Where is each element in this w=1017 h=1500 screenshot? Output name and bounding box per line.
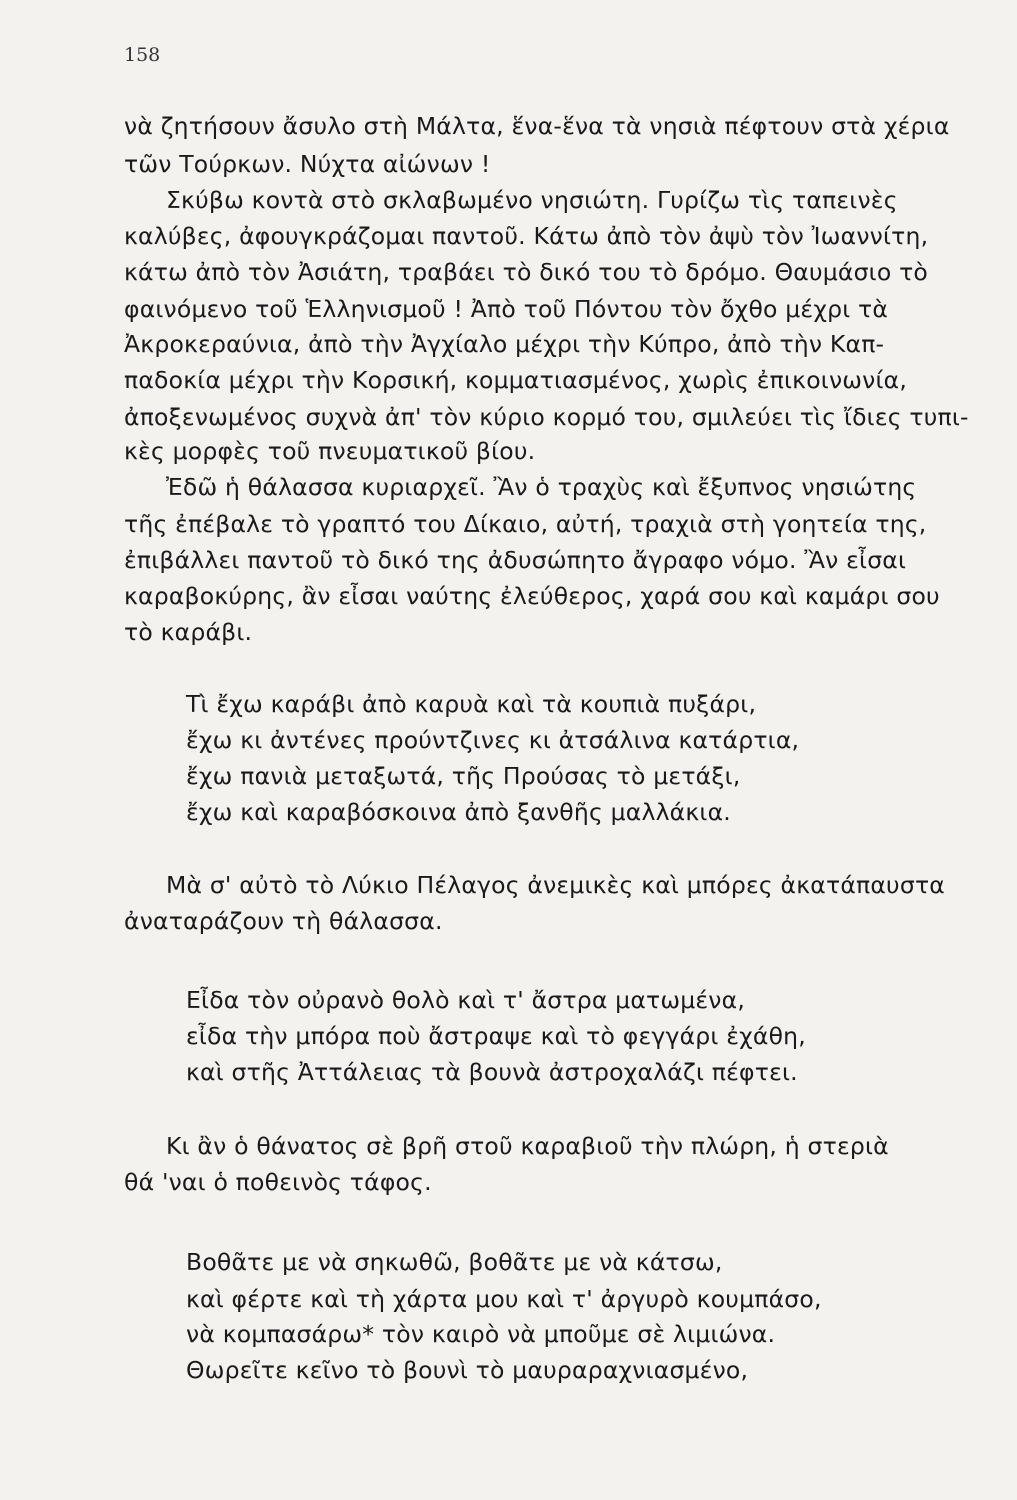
verse-line: Τὶ ἔχω καράβι ἀπὸ καρυὰ καὶ τὰ κουπιὰ πυξάρι, — [186, 690, 757, 718]
verse-line: εἶδα τὴν μπόρα ποὺ ἄστραψε καὶ τὸ φεγγάρι ἐχάθη, — [186, 1022, 806, 1050]
text-line: θά 'ναι ὁ ποθεινὸς τάφος. — [124, 1168, 432, 1196]
text-line: ἀποξενωμένος συχνὰ ἀπ' τὸν κύριο κορμό του, σμιλεύει τὶς ἴδιες τυπι- — [124, 403, 969, 431]
text-line: κὲς μορφὲς τοῦ πνευματικοῦ βίου. — [124, 437, 536, 465]
text-line: Σκύβω κοντὰ στὸ σκλαβωμένο νησιώτη. Γυρίζω τὶς ταπεινὲς — [166, 186, 898, 214]
text-line: καραβοκύρης, ἂν εἶσαι ναύτης ἐλεύθερος, χαρά σου καὶ καμάρι σου — [124, 582, 940, 610]
text-line: Ἀκροκεραύνια, ἀπὸ τὴν Ἀγχίαλο μέχρι τὴν Κύπρο, ἀπὸ τὴν Καπ- — [124, 330, 885, 358]
text-line: τῆς ἐπέβαλε τὸ γραπτό του Δίκαιο, αὐτή, τραχιὰ στὴ γοητεία της, — [124, 510, 927, 538]
verse-line: καὶ φέρτε καὶ τὴ χάρτα μου καὶ τ' ἀργυρὸ κουμπάσο, — [186, 1285, 822, 1313]
verse-line: Βοθᾶτε με νὰ σηκωθῶ, βοθᾶτε με νὰ κάτσω, — [186, 1248, 723, 1276]
text-line: νὰ ζητήσουν ἄσυλο στὴ Μάλτα, ἕνα-ἕνα τὰ νησιὰ πέφτουν στὰ χέρια — [124, 112, 950, 140]
text-line: ἀναταράζουν τὴ θάλασσα. — [124, 907, 443, 935]
text-line: παδοκία μέχρι τὴν Κορσική, κομματιασμένος, χωρὶς ἐπικοινωνία, — [124, 366, 908, 394]
verse-line: ἔχω καὶ καραβόσκοινα ἀπὸ ξανθῆς μαλλάκια. — [186, 798, 731, 826]
text-line: Κι ἂν ὁ θάνατος σὲ βρῆ στοῦ καραβιοῦ τὴν πλώρη, ἡ στεριὰ — [166, 1132, 889, 1160]
text-line: φαινόμενο τοῦ Ἑλληνισμοῦ ! Ἀπὸ τοῦ Πόντου τὸν ὄχθο μέχρι τὰ — [124, 295, 889, 323]
verse-line: Εἶδα τὸν οὐρανὸ θολὸ καὶ τ' ἄστρα ματωμένα, — [186, 986, 745, 1014]
text-line: τὸ καράβι. — [124, 618, 253, 646]
verse-line: ἔχω πανιὰ μεταξωτά, τῆς Προύσας τὸ μετάξι, — [186, 762, 741, 790]
text-line: κάτω ἀπὸ τὸν Ἀσιάτη, τραβάει τὸ δικό του τὸ δρόμο. Θαυμάσιο τὸ — [124, 258, 929, 286]
text-line: τῶν Τούρκων. Νύχτα αἰώνων ! — [124, 150, 491, 178]
text-line: καλύβες, ἀφουγκράζομαι παντοῦ. Κάτω ἀπὸ τὸν ἀψὺ τὸν Ἰωαννίτη, — [124, 222, 929, 250]
text-line: Μὰ σ' αὐτὸ τὸ Λύκιο Πέλαγος ἀνεμικὲς καὶ μπόρες ἀκατάπαυστα — [166, 871, 945, 899]
verse-line: Θωρεῖτε κεῖνο τὸ βουνὶ τὸ μαυραραχνιασμένο, — [186, 1356, 749, 1384]
verse-line: ἔχω κι ἀντένες προύντζινες κι ἀτσάλινα κατάρτια, — [186, 726, 800, 754]
verse-line: νὰ κομπασάρω* τὸν καιρὸ νὰ μποῦμε σὲ λιμιώνα. — [186, 1320, 776, 1348]
text-line: Ἐδῶ ἡ θάλασσα κυριαρχεῖ. Ἂν ὁ τραχὺς καὶ ἔξυπνος νησιώτης — [166, 473, 917, 501]
text-line: ἐπιβάλλει παντοῦ τὸ δικό της ἀδυσώπητο ἄγραφο νόμο. Ἂν εἶσαι — [124, 546, 907, 574]
verse-line: καὶ στῆς Ἀττάλειας τὰ βουνὰ ἀστροχαλάζι πέφτει. — [186, 1058, 798, 1086]
page-number: 158 — [124, 44, 161, 66]
